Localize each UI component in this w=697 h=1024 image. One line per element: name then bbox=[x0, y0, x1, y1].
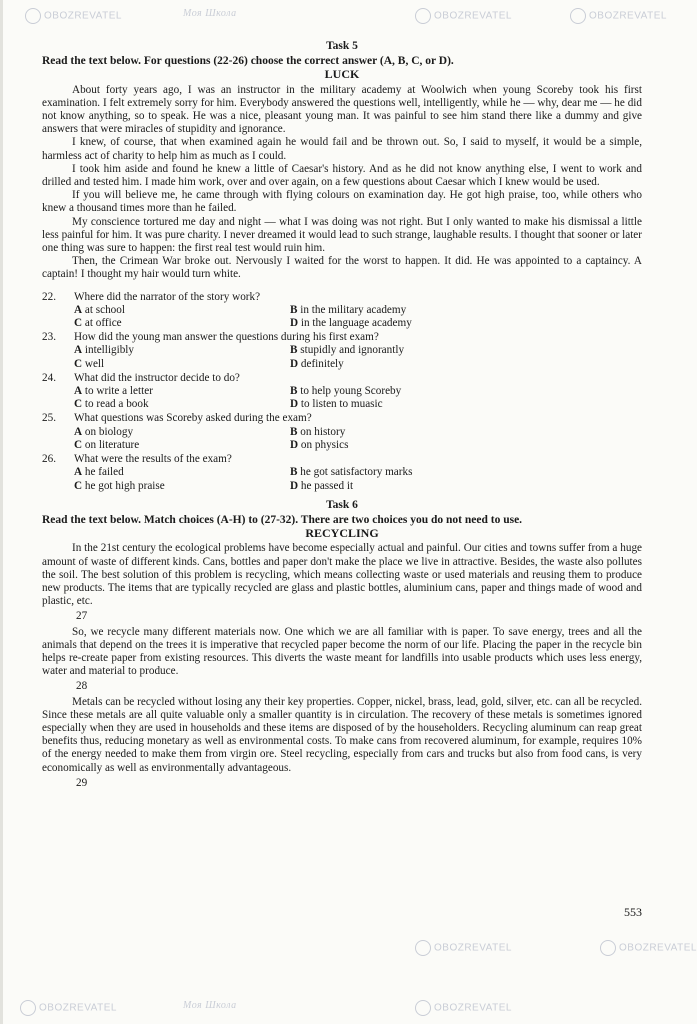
page-number: 553 bbox=[624, 905, 642, 919]
story-paragraph: My conscience tortured me day and night — what I was doing was not right. But I only wanted to make his dismissal a little less painful for him. It was pure charity. I never dreamed it would lead to such strange, laughable results. I thought that sooner or later one thing was sure to happen: the first real test would ruin him. bbox=[42, 215, 642, 255]
task6-instruction: Read the text below. Match choices (A-H) to (27-32). There are two choices you do not need to use. bbox=[42, 513, 523, 526]
question-24 bbox=[42, 372, 642, 412]
answer-option[interactable]: A intelligibly bbox=[74, 344, 134, 357]
answer-option[interactable]: D he passed it bbox=[290, 479, 354, 492]
answer-option[interactable]: A he failed bbox=[74, 466, 124, 479]
question-25 bbox=[42, 412, 642, 452]
question-26 bbox=[42, 453, 642, 493]
gap-number: 29 bbox=[76, 776, 88, 789]
answer-option[interactable]: D definitely bbox=[290, 357, 344, 370]
answer-option[interactable]: B to help young Scoreby bbox=[290, 385, 402, 398]
task5-heading: LUCK bbox=[324, 67, 360, 82]
story-paragraph: I took him aside and found he knew a little of Caesar's history. And as he did not know anything else, I went to work and drilled and tested him. I made him work, over and over again, on a few questions about Caesar which I knew would be used. bbox=[42, 162, 642, 189]
answer-option[interactable]: B stupidly and ignorantly bbox=[290, 344, 405, 357]
answer-option[interactable]: D in the language academy bbox=[290, 317, 412, 330]
question-text: How did the young man answer the questions during his first exam? bbox=[74, 331, 379, 344]
task6-title: Task 6 bbox=[326, 498, 358, 511]
question-text: What questions was Scoreby asked during the exam? bbox=[74, 412, 312, 425]
scan-edge bbox=[0, 0, 3, 1024]
question-text: Where did the narrator of the story work? bbox=[74, 290, 261, 303]
story-paragraph: I knew, of course, that when examined again he would fail and be thrown out. So, I said to myself, it would be a simple, harmless act of charity to help him as much as I could. bbox=[42, 136, 642, 162]
watermark-row: Моя Школа bbox=[183, 8, 237, 19]
question-number: 24. bbox=[42, 371, 56, 384]
question-number: 25. bbox=[42, 412, 56, 425]
story-paragraph: Then, the Crimean War broke out. Nervously I waited for the worst to happen. It did. He was appointed to a captaincy. A captain! I thought my hair would turn white. bbox=[42, 255, 642, 281]
question-22 bbox=[42, 291, 642, 331]
watermark-row: OBOZREVATEL bbox=[25, 8, 122, 24]
answer-option[interactable]: A at school bbox=[74, 303, 125, 316]
answer-option[interactable]: D to listen to muasic bbox=[290, 398, 383, 411]
obozrevatel-logo-icon bbox=[415, 1000, 431, 1016]
story-paragraph: About forty years ago, I was an instructor in the military academy at Woolwich when young Scoreby took his first examination. I felt extremely sorry for him. Everybody answered the questions well, intelligently, while he — why, dear me — he did not know anything, so to speak. He was a nice, pleasant young man. It was painful to see him stand there like a dummy and give answers that were miracles of stupidity and ignorance. bbox=[42, 83, 642, 136]
answer-option[interactable]: B in the military academy bbox=[290, 303, 407, 316]
obozrevatel-logo-icon bbox=[600, 940, 616, 956]
article-paragraph: In the 21st century the ecological problems have become especially actual and painful. Our cities and towns suffer from a huge amount of waste of different kinds. Cans, bottles and paper don't make the place we live in attractive. Besides, the waste also pollutes the soil. The best solution of this problem is recycling, which means collecting waste or used materials and reusing them to produce new products. The items that are typically recycled are glass and plastic bottles, aluminium cans, paper and things made of wood and plastic, etc. bbox=[42, 542, 642, 608]
question-number: 23. bbox=[42, 331, 56, 344]
story-paragraph: If you will believe me, he came through with flying colours on examination day. He got high praise, too, while others who knew a thousand times more than he failed. bbox=[42, 189, 642, 215]
watermark-row: OBOZREVATEL bbox=[415, 8, 512, 24]
watermark-row: OBOZREVATEL bbox=[415, 940, 512, 956]
question-text: What did the instructor decide to do? bbox=[74, 371, 240, 384]
answer-option[interactable]: C to read a book bbox=[74, 398, 149, 411]
obozrevatel-logo-icon bbox=[415, 8, 431, 24]
task6-section bbox=[42, 499, 642, 790]
answer-option[interactable]: C at office bbox=[74, 317, 122, 330]
answer-option[interactable]: A to write a letter bbox=[74, 385, 153, 398]
task5-title: Task 5 bbox=[326, 40, 358, 52]
question-text: What were the results of the exam? bbox=[74, 453, 232, 466]
watermark-row: OBOZREVATEL bbox=[415, 1000, 512, 1016]
question-number: 22. bbox=[42, 290, 56, 303]
obozrevatel-logo-icon bbox=[415, 940, 431, 956]
watermark-row: OBOZREVATEL bbox=[600, 940, 697, 956]
watermark-row: Моя Школа bbox=[183, 1000, 237, 1011]
obozrevatel-logo-icon bbox=[570, 8, 586, 24]
answer-option[interactable]: C he got high praise bbox=[74, 479, 165, 492]
gap-number: 27 bbox=[76, 610, 88, 623]
answer-option[interactable]: A on biology bbox=[74, 425, 134, 438]
answer-option[interactable]: D on physics bbox=[290, 438, 349, 451]
answer-option[interactable]: B he got satisfactory marks bbox=[290, 466, 413, 479]
task6-heading: RECYCLING bbox=[305, 526, 379, 541]
watermark-row: OBOZREVATEL bbox=[20, 1000, 117, 1016]
gap-number: 28 bbox=[76, 680, 88, 693]
task5-instruction: Read the text below. For questions (22-26) choose the correct answer (A, B, C, or D). bbox=[42, 55, 454, 68]
answer-option[interactable]: B on history bbox=[290, 425, 346, 438]
answer-option[interactable]: C well bbox=[74, 357, 105, 370]
obozrevatel-logo-icon bbox=[25, 8, 41, 24]
watermark-row: OBOZREVATEL bbox=[570, 8, 667, 24]
question-number: 26. bbox=[42, 453, 56, 466]
article-paragraph: So, we recycle many different materials now. One which we are all familiar with is paper. To save energy, trees and all the animals that depend on the trees it is imperative that recycled paper become the norm of our life. Placing the paper in the recycle bin helps re-create paper from existing resources. This diverts the waste meant for landfills into usable products which uses less energy, water and material to produce. bbox=[42, 625, 642, 678]
page-content bbox=[42, 40, 642, 792]
article-paragraph: Metals can be recycled without losing any their key properties. Copper, nickel, brass, lead, gold, silver, etc. can all be recycled. Since these metals are all quite valuable only a smaller quantity is in circulation. The recovery of these metals is sometimes ignored especially when they are used in households and these items are disposed of by the householders. Recycling aluminum can reap great benefits thus, reducing monetary as well as environmental costs. To make cans from recovered aluminum, for example, requires 10% of the energy needed to make them from virgin ore. Steel recycling, especially from cars and trucks but also from food cans, is very economically as well as environmentally advantageous. bbox=[42, 695, 642, 774]
task5-section bbox=[42, 40, 642, 493]
answer-option[interactable]: C on literature bbox=[74, 438, 140, 451]
question-23 bbox=[42, 331, 642, 371]
obozrevatel-logo-icon bbox=[20, 1000, 36, 1016]
